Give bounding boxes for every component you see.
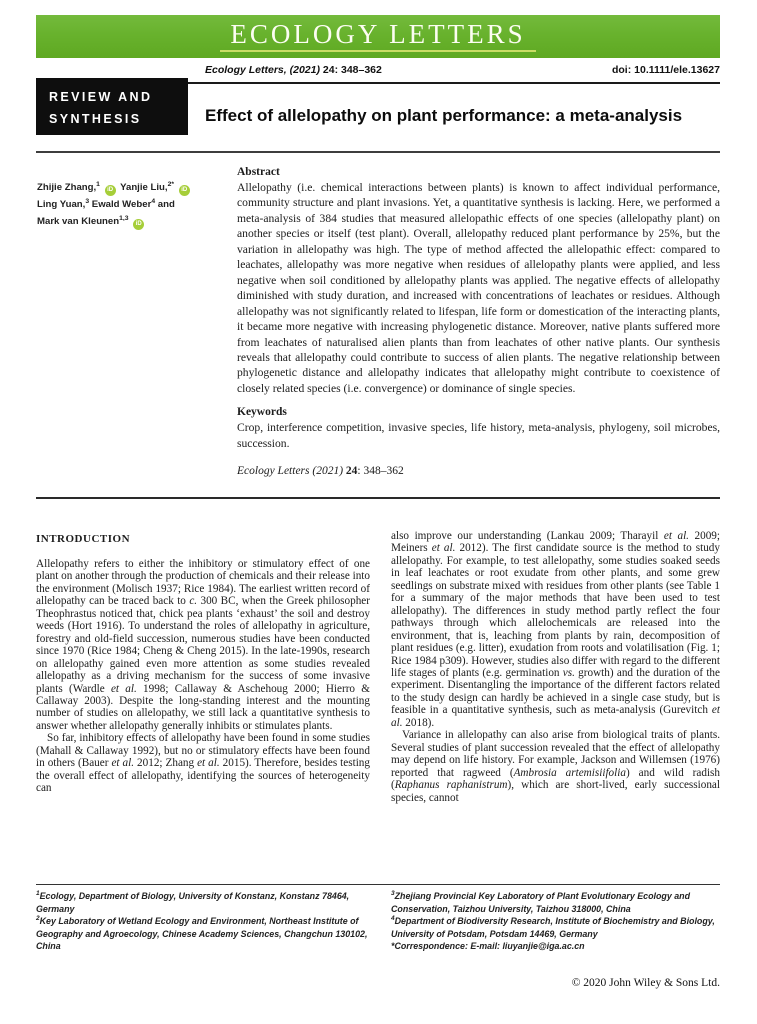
text-segment: also improve our understanding (Lankau 2009; Tharayil <box>391 530 664 542</box>
superscript-marker: 2 <box>36 915 40 923</box>
text-segment: and Mark van Kleunen <box>37 199 175 227</box>
text-segment: Zhejiang Provincial Key Laboratory of Plant Evolutionary Ecology and Conservation, Taizhou University, Taizhou 318000, China <box>391 891 691 914</box>
abstract-heading: Abstract <box>237 166 280 178</box>
italic-text-segment: et al. <box>111 757 135 770</box>
intro-paragraph-2 <box>36 732 370 794</box>
left-column <box>36 530 370 882</box>
right-paragraph-1 <box>391 530 720 729</box>
superscript-marker: 4 <box>151 197 156 205</box>
correspondence-email <box>391 940 721 953</box>
superscript-marker: 2* <box>167 180 175 188</box>
header-citation <box>205 64 382 76</box>
introduction-heading: INTRODUCTION <box>36 533 131 545</box>
header-citation-volume: 24 <box>322 64 335 76</box>
doi-text: doi: 10.1111/ele.13627 <box>611 64 720 76</box>
citation-volume: 24 <box>345 465 358 478</box>
intro-paragraph-1 <box>36 558 370 732</box>
footnotes-right <box>391 890 721 953</box>
superscript-marker: 1,3 <box>119 214 129 222</box>
copyright-notice: © 2020 John Wiley & Sons Ltd. <box>571 977 720 989</box>
citation-pages: : 348–362 <box>357 465 404 478</box>
orcid-icon: iD <box>179 185 190 196</box>
text-segment: Ecology, Department of Biology, University of Konstanz, Konstanz 78464, Germany <box>36 891 350 914</box>
italic-text-segment: et al. <box>391 704 720 729</box>
text-segment: ), which are short-lived, early successional species, cannot <box>391 779 720 804</box>
badge-line-1: REVIEW AND <box>49 90 153 104</box>
abstract-section <box>237 166 720 489</box>
header-citation-pages: : 348–362 <box>334 64 382 76</box>
journal-banner <box>36 15 720 58</box>
italic-text-segment: c. <box>189 595 198 608</box>
badge-line-2: SYNTHESIS <box>49 112 142 126</box>
italic-text-segment: et al. <box>110 682 137 695</box>
text-segment: growth) and the duration of the experiment. Disentangling the importance of the different factors related to the study design can hardly be achieved in a single case study, but is feasible in a quantitative synthesis, such as meta-analysis (Gurevitch <box>391 666 720 717</box>
italic-text-segment: et al. <box>197 757 220 770</box>
superscript-marker: 1 <box>96 180 100 188</box>
article-title: Effect of allelopathy on plant performance: a meta-analysis <box>205 106 683 125</box>
text-segment: *Correspondence: E-mail: liuyanjie@iga.ac.cn <box>391 941 585 951</box>
text-segment: Zhijie Zhang, <box>37 182 97 193</box>
text-segment <box>174 182 177 193</box>
text-segment: Ewald Weber <box>89 199 152 210</box>
affiliation-2 <box>36 915 374 953</box>
journal-name: ECOLOGY LETTERS <box>220 21 535 52</box>
text-segment: Ling Yuan, <box>37 199 86 210</box>
italic-text-segment: Ambrosia artemisiifolia <box>513 766 626 779</box>
right-paragraph-2 <box>391 729 720 804</box>
body-columns <box>36 530 720 882</box>
superscript-marker: 3 <box>391 890 395 898</box>
superscript-marker: 3 <box>85 197 90 205</box>
right-column <box>391 530 720 882</box>
text-segment: 2009; Meiners <box>391 530 720 555</box>
superscript-marker: 4 <box>391 915 395 923</box>
text-segment: Variance in allelopathy can also arise from biological traits of plants. Several studies of plant succession revealed that the effect of allelopathy may depend on life history. For example, Jackson and Willemsen (1976) reported that ragweed ( <box>391 729 720 779</box>
text-segment: 1998; Callaway & Aschehoug 2000; Hierro & Callaway 2003). Despite the long-standing interest and the mounting number of studies on allelopathy, we still lack a quantitative synthesis to answer whether allelopathy generally inhibits or stimulates plants. <box>36 682 370 732</box>
abstract-text: Allelopathy (i.e. chemical interactions between plants) is known to affect individual performance, community structure and plant invasions. Yet, a quantitative synthesis is lacking. Here, we performed a meta-analysis of 384 studies that measured allelopathic effects of one species (allelopathy plant) on another species or itself (test plant). Overall, allelopathy reduced plant performance by 25%, but the variation in allelopathy was high. The type of method affected the allelopathic effect: compared to leachates, allelopathy was more negative when residues of allelopathy plants were applied, and less negative when soil conditioned by allelopathy plants was applied. The negative effects of allelopathy diminished with study duration, and increased with concentrations of leachates or residues. Although allelopathy was not significantly related to lifespan, life form or domestication of the interacting plants, it became more negative with increasing phylogenetic distance. Moreover, native plants suffered more from leachates of naturalised alien plants than from leachates of other native plants. Our synthesis reveals that allelopathy could contribute to success of alien plants. The negative relationship between phylogenetic distance and allelopathy indicates that allelopathy might contribute to coexistence of closely related species (i.e. convergence) or dominance of single species. <box>237 181 720 395</box>
text-segment: Allelopathy refers to either the inhibitory or stimulatory effect of one plant on another through the production of chemicals and their release into the environment (Molisch 1937; Rice 1984). The earliest written record of allelopathy can be traced back to <box>36 558 370 608</box>
orcid-icon: iD <box>105 185 116 196</box>
text-segment: 2018). <box>402 716 435 729</box>
header-citation-journal: Ecology Letters, (2021) <box>205 64 323 76</box>
keywords-text: Crop, interference competition, invasive species, life history, meta-analysis, phylogeny, soil microbes, succession. <box>237 421 720 450</box>
text-segment: Yanjie Liu, <box>117 182 168 193</box>
italic-text-segment: et al. <box>431 542 456 555</box>
affiliation-4 <box>391 915 721 940</box>
text-segment: 300 BC, when the Greek philosopher Theophrastus noticed that, chick pea plants ‘exhaust’ the soil and destroy weeds (Hort 1916). To understand the roles of allelopathy in agriculture, forestry and old-field succession, numerous studies have been conducted since 1970 (Rice 1984; Cheng & Cheng 2015). In the late-1990s, research on allelopathy gained even more attention as some studies revealed allelopathy as a driving mechanism for the success of some invasive plants (Wardle <box>36 595 371 695</box>
article-type-badge <box>36 78 188 135</box>
text-segment: Key Laboratory of Wetland Ecology and Environment, Northeast Institute of Geography and Agroecology, Chinese Academy Sciences, Changchun 130102, China <box>36 916 368 951</box>
affiliation-1 <box>36 890 374 915</box>
italic-text-segment: et al. <box>663 530 689 542</box>
text-segment: 2015). Therefore, besides testing the overall effect of allelopathy, identifying the sources of heterogeneity can <box>36 757 370 795</box>
citation-journal: Ecology Letters (2021) <box>237 465 346 478</box>
text-segment: Department of Biodiversity Research, Institute of Biochemistry and Biology, University of Potsdam, Potsdam 14469, Germany <box>391 916 715 939</box>
author-list <box>37 179 195 230</box>
italic-text-segment: Raphanus raphanistrum <box>394 779 508 792</box>
abstract-rule <box>36 497 720 499</box>
orcid-icon: iD <box>133 219 144 230</box>
text-segment <box>129 216 132 227</box>
text-segment: 2012). The first candidate source is the method to study allelopathy. For example, to test allelopathy, some studies soaked seeds in leaf leachates or root exudate from other plants, and some grew seedlings on substrate mixed with residues from other plants (see Table 1 for a summary of the major methods that have been used to test allelopathy). The differences in study method partly reflect the four pathways through which allelochemicals are released into the environment, that is, leaching from plants by rain, decomposition of plant residues (e.g. litter), exudation from roots and volatilisation (Fig. 1; Rice 1984 p309). However, studies also differ with regard to the different life stages of plants (e.g. germination <box>391 542 720 679</box>
superscript-marker: 1 <box>36 890 40 898</box>
keywords-heading: Keywords <box>237 406 287 419</box>
footnote-rule <box>36 884 720 885</box>
text-segment: ) and wild radish ( <box>391 766 720 792</box>
footnotes-left <box>36 890 374 953</box>
text-segment: So far, inhibitory effects of allelopathy have been found in some studies (Mahall & Callaway 1992), but no or stimulatory effects have been found in others (Bauer <box>36 732 370 770</box>
title-rule <box>36 151 720 153</box>
citation-line <box>237 465 720 477</box>
text-segment <box>100 182 103 193</box>
affiliation-3 <box>391 890 721 915</box>
italic-text-segment: vs. <box>562 666 575 679</box>
text-segment: 2012; Zhang <box>134 757 198 770</box>
